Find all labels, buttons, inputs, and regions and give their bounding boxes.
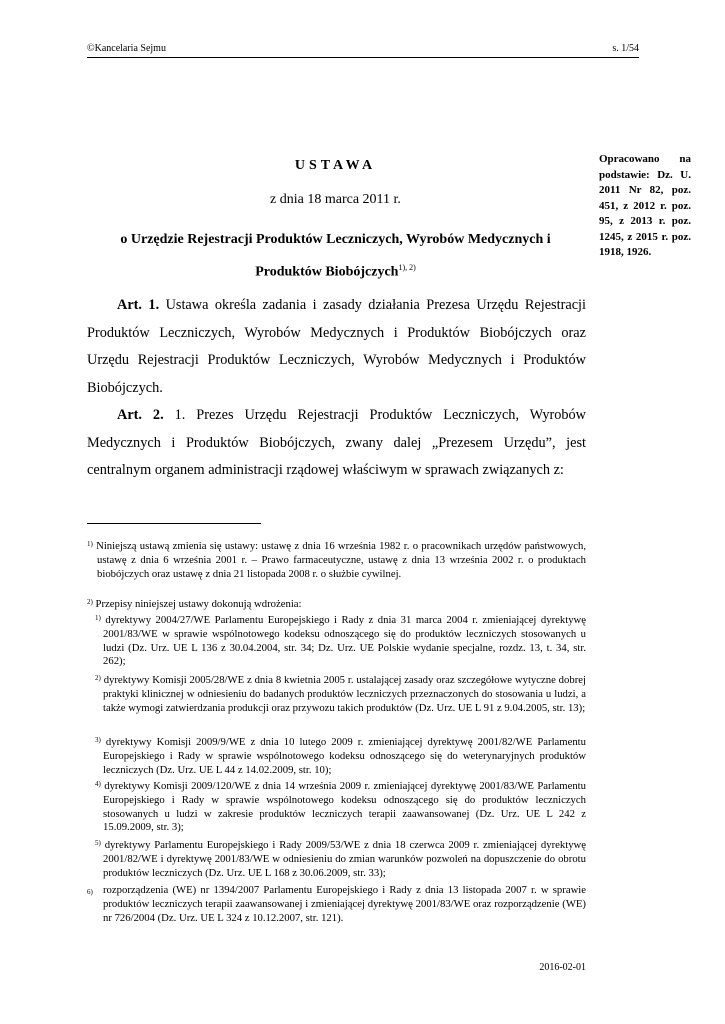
footnote-1 — [87, 540, 586, 581]
page-header — [87, 43, 639, 58]
footnote-2-item-2 — [95, 674, 586, 715]
footnote-2-item-6-ref: 6) — [87, 888, 93, 896]
subject-text: o Urzędzie Rejestracji Produktów Leczniczych, Wyrobów Medycznych i Produktów Biobójczych — [120, 232, 551, 280]
article-1-label: Art. 1. — [117, 297, 160, 313]
header-page-number: s. 1/54 — [612, 43, 639, 54]
footnote-2-item-1 — [95, 614, 586, 669]
article-2-text: 1. Prezes Urzędu Rejestracji Produktów Leczniczych, Wyrobów Medycznych i Produktów Biobójczych, zwany dalej „Prezesem Urzędu”, jest centralnym organem administracji rządowej właściwym w sprawach związanych z: — [87, 407, 586, 478]
footnote-2-text: Przepisy niniejszej ustawy dokonują wdrożenia: — [95, 598, 302, 610]
header-source: ©Kancelaria Sejmu — [87, 43, 166, 54]
footnote-2-item-2-text: dyrektywy Komisji 2005/28/WE z dnia 8 kwietnia 2005 r. ustalającej zasady oraz szczegółowe wytyczne dobrej praktyki klinicznej w odniesieniu do badanych produktów leczniczych przeznaczonych do stosowania u ludzi, a także wymogi zatwierdzania produkcji oraz przywozu takich produktów (Dz. Urz. UE L 91 z 9.04.2005, str. 13); — [103, 674, 586, 714]
article-2-label: Art. 2. — [117, 407, 164, 423]
footnote-2-item-5-text: dyrektywy Parlamentu Europejskiego i Rady 2009/53/WE z dnia 18 czerwca 2009 r. zmieniającej dyrektywę 2001/82/WE i dyrektywę 2001/83/WE w odniesieniu do zmian warunków pozwoleń na dopuszczenie do obrotu produktów leczniczych (Dz. Urz. UE L 168 z 30.06.2009, str. 33); — [103, 839, 586, 879]
footnote-separator — [87, 523, 261, 524]
footnote-2-item-1-text: dyrektywy 2004/27/WE Parlamentu Europejskiego i Rady z dnia 31 marca 2004 r. zmieniającej dyrektywę 2001/83/WE w sprawie wspólnotowego kodeksu odnoszącego się do produktów leczniczych stosowanych u ludzi (Dz. Urz. UE L 136 z 30.04.2004, str. 34; Dz. Urz. UE Polskie wydanie specjalne, rozdz. 13, t. 34, str. 262); — [103, 614, 587, 668]
footnote-2-item-2-ref: 2) — [95, 674, 101, 682]
document-date: z dnia 18 marca 2011 r. — [270, 192, 401, 207]
article-2 — [87, 402, 586, 485]
document-title: USTAWA — [294, 158, 377, 173]
footnote-2-item-3-ref: 3) — [95, 736, 101, 744]
subject-footnote-ref: 1), 2) — [398, 263, 416, 272]
footnote-2-item-3-text: dyrektywy Komisji 2009/9/WE z dnia 10 lutego 2009 r. zmieniającej dyrektywę 2001/82/WE Parlamentu Europejskiego i Rady w sprawie wspólnotowego kodeksu odnoszącego się do weterynaryjnych produktów leczniczych (Dz. Urz. UE L 44 z 14.02.2009, str. 10); — [103, 736, 586, 776]
footnote-1-ref: 1) — [87, 540, 93, 548]
footnote-2-item-5 — [95, 839, 586, 880]
footnote-2 — [87, 598, 586, 612]
footnote-2-item-1-ref: 1) — [95, 614, 101, 622]
footnote-2-item-6-text: rozporządzenia (WE) nr 1394/2007 Parlamentu Europejskiego i Rady z dnia 13 listopada 2007 r. w sprawie produktów leczniczych terapii zaawansowanej i zmieniającej dyrektywę 2001/83/WE oraz rozporządzenie (WE) nr 726/2004 (Dz. Urz. UE L 324 z 10.12.2007, str. 121). — [103, 884, 586, 924]
footnote-2-ref: 2) — [87, 598, 93, 606]
side-note: Opracowano na podstawie: Dz. U. 2011 Nr 82, poz. 451, z 2012 r. poz. 95, z 2013 r. poz. 1245, z 2015 r. poz. 1918, 1926. — [599, 153, 691, 258]
footnote-2-item-4-ref: 4) — [95, 780, 101, 788]
footnote-2-item-3 — [95, 736, 586, 777]
footnote-2-item-5-ref: 5) — [95, 839, 101, 847]
footnote-2-item-6 — [87, 884, 586, 925]
footer-date: 2016-02-01 — [539, 962, 586, 973]
article-1 — [87, 292, 586, 402]
footnote-2-item-4 — [95, 780, 586, 835]
article-1-text: Ustawa określa zadania i zasady działania Prezesa Urzędu Rejestracji Produktów Leczniczych, Wyrobów Medycznych i Produktów Biobójczych oraz Urzędu Rejestracji Produktów Leczniczych, Wyrobów Medycznych i Produktów Biobójczych. — [87, 297, 586, 396]
footnote-1-text: Niniejszą ustawą zmienia się ustawy: ustawę z dnia 16 września 1982 r. o pracownikach urzędów państwowych, ustawę z dnia 6 września 2001 r. – Prawo farmaceutyczne, ustawę z dnia 13 września 2002 r. o produktach biobójczych oraz ustawę z dnia 21 listopada 2008 r. o służbie cywilnej. — [96, 540, 587, 580]
document-subject — [87, 226, 584, 287]
footnote-2-item-4-text: dyrektywy Komisji 2009/120/WE z dnia 14 września 2009 r. zmieniającej dyrektywę 2001/83/WE Parlamentu Europejskiego i Rady w sprawie wspólnotowego kodeksu odnoszącego się do produktów leczniczych stosowanych u ludzi w zakresie produktów leczniczych terapii zaawansowanej (Dz. Urz. UE L 242 z 15.09.2009, str. 3); — [103, 780, 586, 834]
